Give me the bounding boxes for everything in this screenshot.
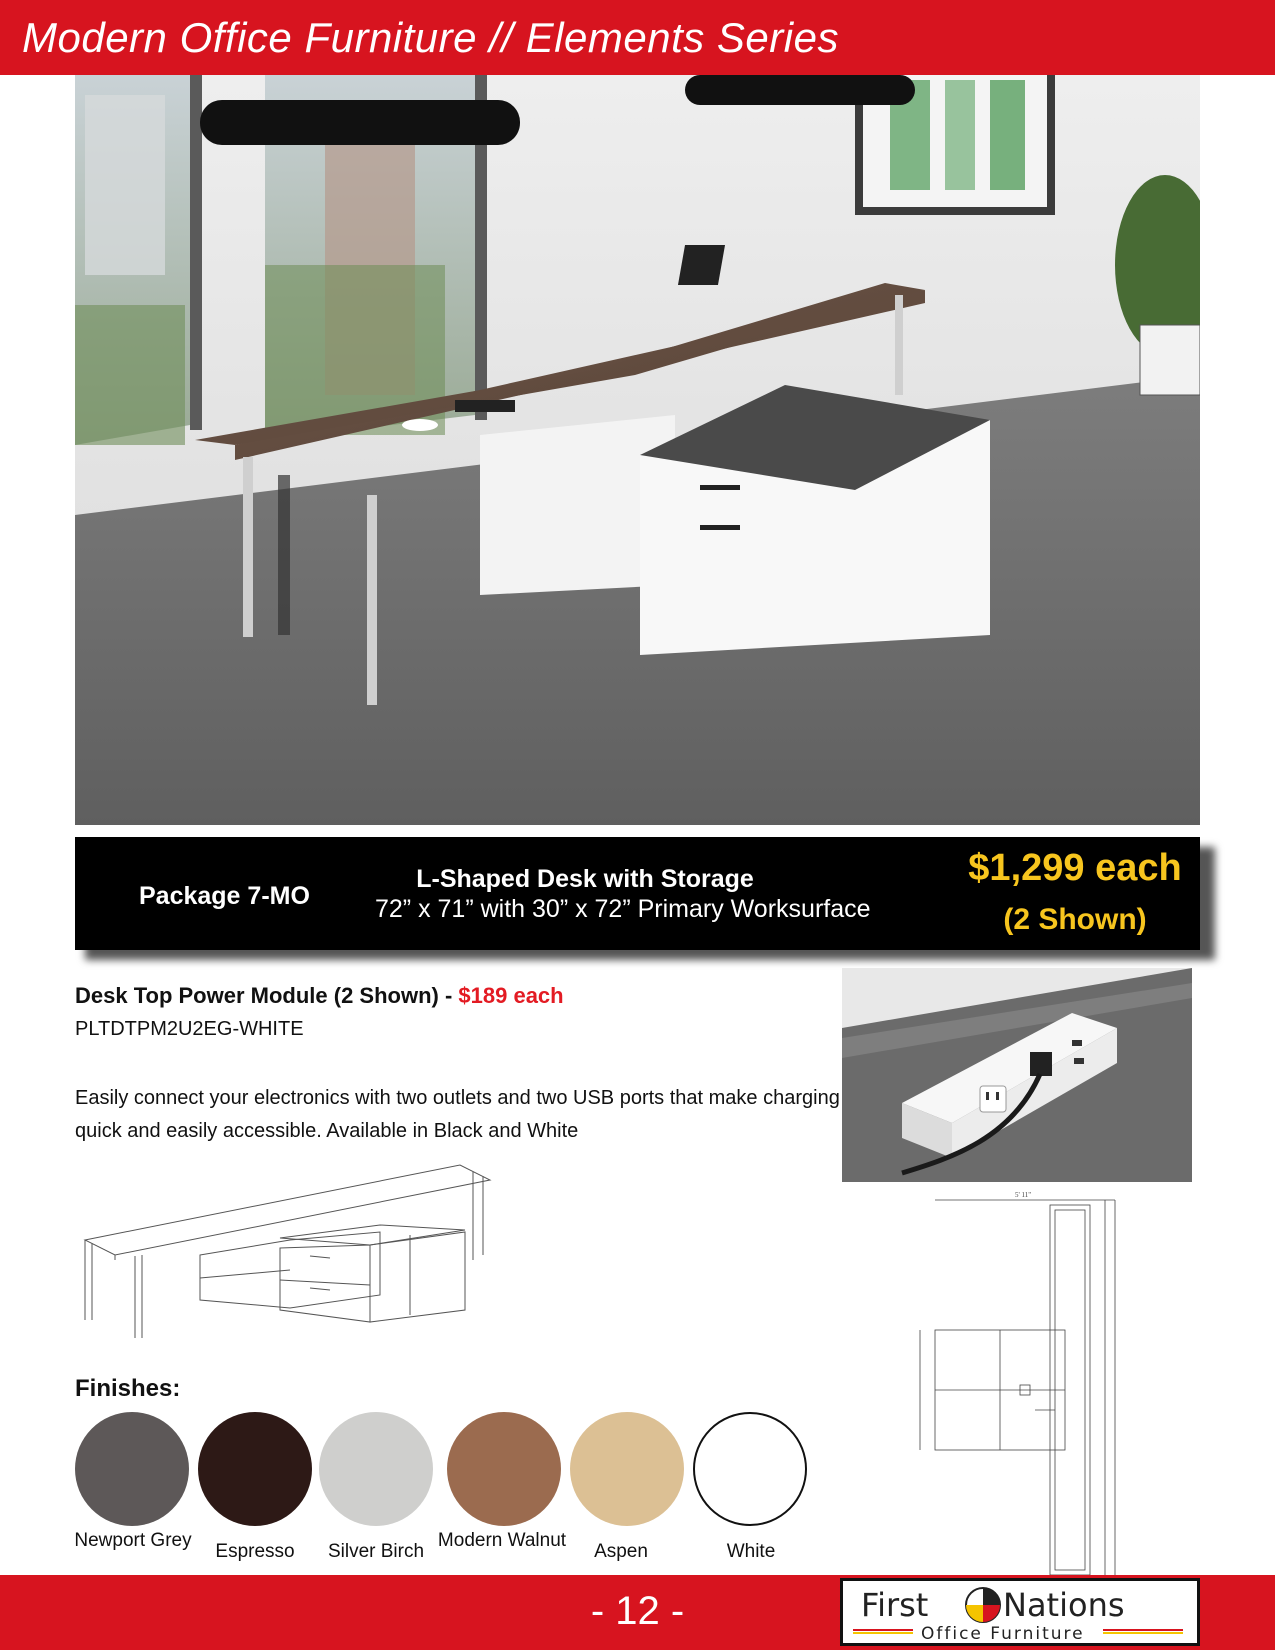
logo-word-first: First	[861, 1586, 929, 1624]
price-note: (2 Shown)	[1003, 903, 1147, 936]
module-title	[75, 983, 564, 1009]
power-module-photo	[842, 968, 1192, 1182]
module-price: $189 each	[458, 983, 564, 1008]
page-title: Modern Office Furniture // Elements Series	[22, 14, 839, 61]
swatch-aspen	[570, 1412, 684, 1526]
swatch-label-modern-walnut: Modern Walnut	[437, 1530, 567, 1551]
swatch-label-aspen: Aspen	[594, 1541, 648, 1562]
module-description: Easily connect your electronics with two outlets and two USB ports that make charging quick and easily accessible. Available in Black and White	[75, 1087, 840, 1142]
swatch-newport-grey	[75, 1412, 189, 1526]
module-sku: PLTDTPM2U2EG-WHITE	[75, 1018, 304, 1040]
package-name: Package 7-MO	[139, 882, 310, 910]
swatch-modern-walnut	[447, 1412, 561, 1526]
package-banner	[75, 837, 1200, 950]
product-dimensions: 72” x 71” with 30” x 72” Primary Worksurface	[375, 895, 871, 923]
module-title-text: Desk Top Power Module (2 Shown) -	[75, 983, 453, 1008]
desk-line-drawing	[80, 1160, 500, 1360]
page-number: - 12 -	[590, 1589, 685, 1633]
product-title: L-Shaped Desk with Storage	[416, 865, 754, 893]
logo-word-nations: Nations	[1003, 1586, 1125, 1624]
package-price: $1,299 each	[968, 847, 1182, 889]
floor-plan-drawing	[915, 1190, 1135, 1585]
floor-plan-top-dimension: 5' 11"	[1015, 1191, 1032, 1199]
swatch-white	[693, 1412, 807, 1526]
finishes-heading: Finishes:	[75, 1375, 181, 1402]
swatch-label-espresso: Espresso	[215, 1541, 295, 1562]
medicine-wheel-icon	[966, 1588, 1000, 1622]
header-bar	[0, 0, 1275, 75]
company-logo	[840, 1578, 1200, 1646]
swatch-label-white: White	[726, 1541, 776, 1562]
swatch-label-newport-grey: Newport Grey	[74, 1530, 192, 1551]
logo-subtitle: Office Furniture	[921, 1624, 1085, 1643]
swatch-silver-birch	[319, 1412, 433, 1526]
swatch-espresso	[198, 1412, 312, 1526]
swatch-label-silver-birch: Silver Birch	[327, 1541, 425, 1562]
hero-photo	[75, 75, 1200, 825]
